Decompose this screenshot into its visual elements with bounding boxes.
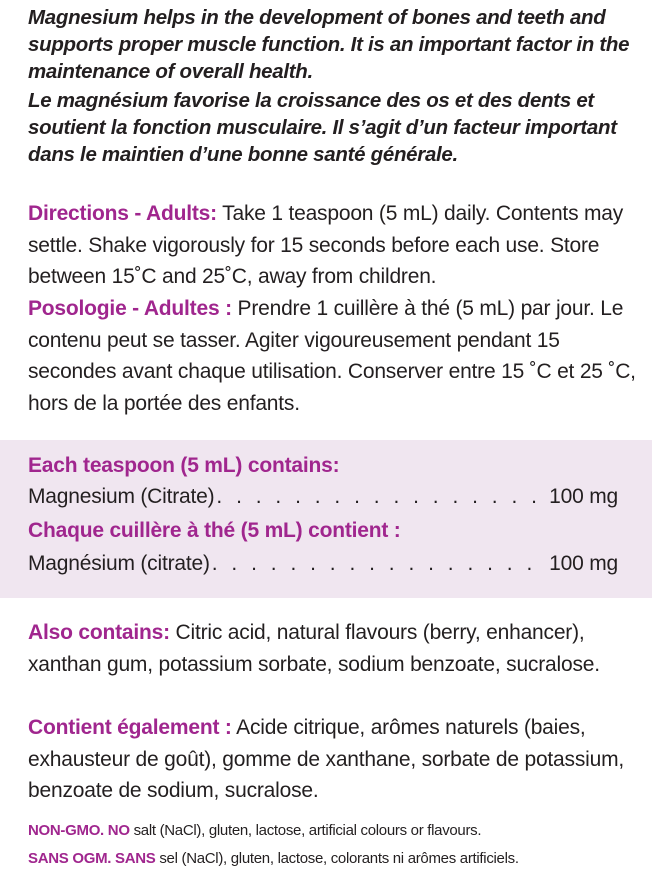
directions-text-en: Take 1 teaspoon (5 mL) daily. Contents may settle. Shake vigorously for 15 seconds before each use. Store between 15˚C and 25˚C, away from children. xyxy=(28,202,624,288)
also-contains-french xyxy=(28,712,638,807)
intro-french: Le magnésium favorise la croissance des os et des dents et soutient la fonction musculaire. Il s’agit d’un facteur important dans le maintien d’une bonne santé générale. xyxy=(28,89,617,166)
also-label-fr: Contient également : xyxy=(28,716,232,739)
directions-label-fr: Posologie - Adultes : xyxy=(28,297,232,320)
directions-french xyxy=(28,293,638,419)
also-contains-english xyxy=(28,617,638,680)
footer-english xyxy=(28,822,481,839)
directions-english xyxy=(28,198,638,293)
dot-leader xyxy=(216,485,539,509)
ingredient-amount-fr: 100 mg xyxy=(549,552,618,575)
intro-english: Magnesium helps in the development of bones and teeth and supports proper muscle function. It is an important factor in the maintenance of overall health. xyxy=(28,6,630,83)
also-label-en: Also contains: xyxy=(28,621,170,644)
ingredient-amount-en: 100 mg xyxy=(549,485,618,508)
dot-leader xyxy=(212,552,539,576)
ingredient-row-fr xyxy=(28,552,618,576)
ingredients-heading-fr: Chaque cuillère à thé (5 mL) contient : xyxy=(28,519,401,542)
footer-label-fr: SANS OGM. SANS xyxy=(28,850,156,867)
footer-french xyxy=(28,850,519,867)
ingredient-name-en: Magnesium (Citrate) xyxy=(28,485,215,508)
directions-label-en: Directions - Adults: xyxy=(28,202,217,225)
intro-statement xyxy=(28,4,643,170)
ingredient-row-en xyxy=(28,485,618,509)
footer-text-en: salt (NaCl), gluten, lactose, artificial colours or flavours. xyxy=(129,822,482,839)
ingredient-name-fr: Magnésium (citrate) xyxy=(28,552,210,575)
also-text-en: Citric acid, natural flavours (berry, enhancer), xanthan gum, potassium sorbate, sodium benzoate, sucralose. xyxy=(28,621,600,676)
footer-label-en: NON-GMO. NO xyxy=(28,822,130,839)
footer-text-fr: sel (NaCl), gluten, lactose, colorants ni arômes artificiels. xyxy=(155,850,519,867)
ingredients-heading-en: Each teaspoon (5 mL) contains: xyxy=(28,454,340,477)
also-text-fr: Acide citrique, arômes naturels (baies, exhausteur de goût), gomme de xanthane, sorbate de potassium, benzoate de sodium, sucralose. xyxy=(28,716,625,802)
directions-text-fr: Prendre 1 cuillère à thé (5 mL) par jour. Le contenu peut se tasser. Agiter vigoureusement pendant 15 secondes avant chaque utilisation. Conserver entre 15 ˚C et 25 ˚C, hors de la portée des enfants. xyxy=(28,297,636,415)
ingredients-panel xyxy=(0,440,652,598)
